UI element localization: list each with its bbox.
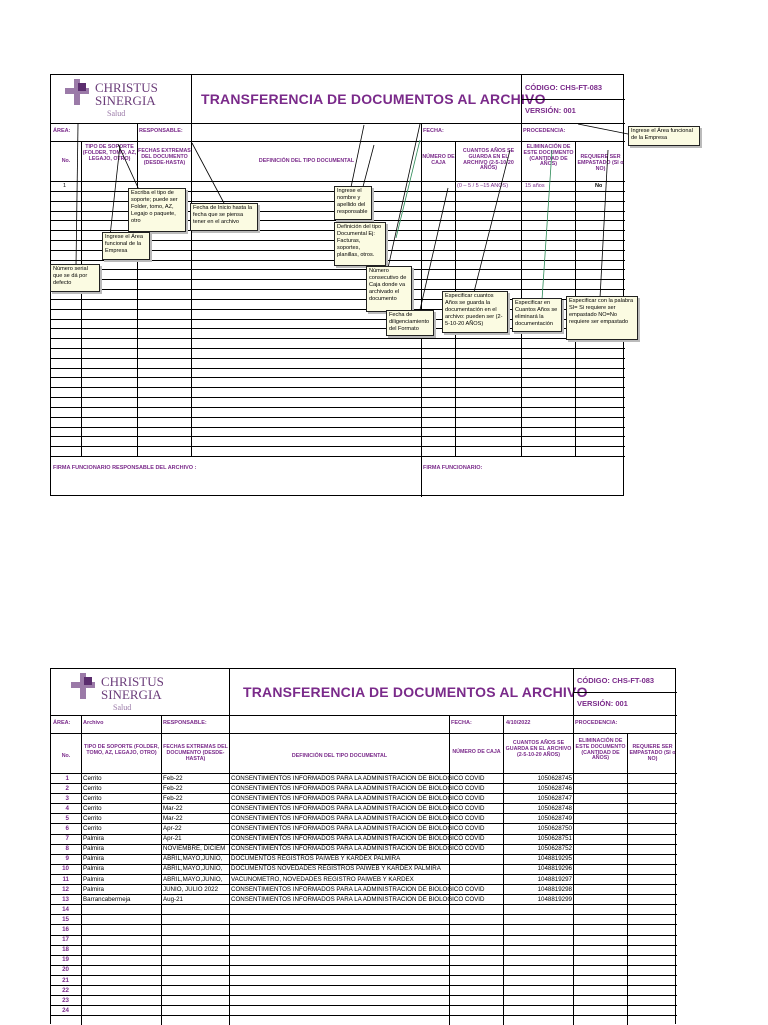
- cell-no: 5: [65, 814, 69, 822]
- cell-no: 15: [62, 915, 69, 923]
- cell-caja: 1048819297: [537, 875, 572, 883]
- table-row: [51, 864, 677, 874]
- table-row: [51, 773, 677, 783]
- note-responsable: Ingrese el nombre y apellido del responsable: [334, 186, 372, 220]
- cell-no: 21: [62, 976, 69, 984]
- cell-no: 10: [62, 865, 69, 873]
- cell-tipo: Palmira: [83, 865, 104, 873]
- cell-no: 17: [62, 936, 69, 944]
- form2-title: TRANSFERENCIA DE DOCUMENTOS AL ARCHIVO: [243, 684, 588, 700]
- firma-funcionario-label: FIRMA FUNCIONARIO:: [423, 465, 483, 471]
- table-row: [51, 783, 677, 793]
- cell-fechas: Mar-22: [163, 814, 183, 822]
- note-serial: Número serial que se dá por defecto: [50, 264, 100, 292]
- logo2-brand-line2: SINERGIA: [101, 687, 162, 702]
- cell-tipo: Cerrito: [83, 814, 102, 822]
- cell-fechas: ABRIL,MAYO,JUNIO,: [163, 875, 223, 883]
- cell-caja: 1050628745: [537, 774, 572, 782]
- example-eliminacion: 15 años: [525, 183, 545, 189]
- cell-no: 23: [62, 996, 69, 1004]
- table-row: [51, 874, 677, 884]
- cell-definicion: CONSENTIMIENTOS INFORMADOS PARA LA ADMINISTRACION DE BIOLOGICO COVID: [231, 845, 485, 853]
- logo-brand-line3: Salud: [107, 109, 126, 118]
- table-row: [51, 793, 677, 803]
- cell-tipo: Cerrito: [83, 804, 102, 812]
- table-row: [51, 935, 677, 945]
- cell-fechas: Feb-22: [163, 774, 183, 782]
- version2-label: VERSIÓN: 001: [577, 699, 628, 708]
- col-no-header: No.: [61, 158, 71, 164]
- cell-definicion: CONSENTIMIENTOS INFORMADOS PARA LA ADMINISTRACION DE BIOLOGICO COVID: [231, 784, 485, 792]
- cell-caja: 1050628750: [537, 825, 572, 832]
- col2-tipo-header: TIPO DE SOPORTE (FOLDER, TOMO, AZ, LEGAJO, OTRO): [83, 744, 160, 756]
- table-row: [51, 824, 677, 834]
- table-row: [51, 995, 677, 1005]
- procedencia-label: PROCEDENCIA:: [523, 128, 566, 134]
- note-caja: Número consecutivo de Caja donde va archivado el documento: [366, 266, 412, 312]
- table-row: [51, 844, 677, 854]
- table-row: [51, 813, 677, 823]
- cell-no: 13: [62, 895, 69, 903]
- table-row: [51, 884, 677, 894]
- note-anios: Especificar cuantos Años se guarda la documentación en el archivo: pueden ser (2-5-10-20 AÑOS): [442, 291, 508, 333]
- cell-caja: 1048819299: [537, 895, 572, 903]
- cell-fechas: NOVIEMBRE, DICIEM: [163, 845, 226, 853]
- cell-no: 7: [65, 835, 69, 843]
- cell-caja: 1050628747: [537, 794, 572, 802]
- example-empastado: No: [595, 183, 603, 189]
- cell-tipo: Palmira: [83, 875, 104, 883]
- cell-no: 8: [65, 845, 69, 853]
- cell-caja: 1050628749: [537, 814, 572, 822]
- table-row: [51, 945, 677, 955]
- cell-definicion: CONSENTIMIENTOS INFORMADOS PARA LA ADMINISTRACION DE BIOLOGICO COVID: [231, 804, 485, 812]
- cell-no: 4: [65, 804, 69, 812]
- col2-eliminacion-header: ELIMINACIÓN DE ESTE DOCUMENTO (CANTIDAD DE AÑOS): [575, 738, 626, 762]
- cell-no: 1: [65, 774, 69, 782]
- cell-tipo: Palmira: [83, 885, 104, 893]
- cell-no: 19: [62, 956, 69, 964]
- fecha-label: FECHA:: [423, 128, 444, 134]
- cross-logo-icon-2: [69, 671, 99, 701]
- col2-no-header: No.: [61, 753, 71, 759]
- note-empastado: Especificar con la palabra SI= Si requiere ser empastado NO=No requiere ser empastado: [566, 296, 638, 340]
- table-row: [51, 914, 677, 924]
- col2-anios-header: CUANTOS AÑOS SE GUARDA EN EL ARCHIVO (2-5-10-20 AÑOS): [505, 740, 572, 758]
- cell-fechas: Aug-21: [163, 895, 183, 903]
- cell-no: 9: [65, 855, 69, 863]
- cell-definicion: VACUNOMETRO, NOVEDADES REGISTRO PAIWEB Y KARDEX: [231, 875, 414, 883]
- fecha2-label: FECHA:: [451, 720, 472, 726]
- table-row: [51, 1005, 677, 1015]
- col-eliminacion-header: ELIMINACIÓN DE ESTE DOCUMENTO (CANTIDAD DE AÑOS): [523, 144, 574, 168]
- cell-caja: 1050628752: [537, 845, 572, 853]
- cell-no: 24: [62, 1006, 69, 1014]
- cell-no: 22: [62, 986, 69, 994]
- cell-caja: 1050628748: [537, 804, 572, 812]
- cell-tipo: Palmira: [83, 835, 104, 843]
- code2-label: CÓDIGO: CHS-FT-083: [577, 676, 655, 685]
- cell-tipo: Barrancabermeja: [83, 895, 131, 903]
- christus-logo-2: [69, 671, 189, 715]
- cell-caja: 1048819298: [537, 885, 572, 893]
- cell-no: 16: [62, 926, 69, 933]
- example-anios: (0 – 5 / 5 –15 AÑOS): [457, 183, 509, 189]
- table-row: [51, 854, 677, 864]
- col-definicion-header: DEFINICIÓN DEL TIPO DOCUMENTAL: [258, 158, 355, 164]
- code-label: CÓDIGO: CHS-FT-083: [525, 83, 603, 92]
- cell-no: 6: [65, 825, 69, 832]
- col-tipo-header: TIPO DE SOPORTE (FOLDER, TOMO, AZ, LEGAJO, OTRO): [82, 144, 137, 162]
- cell-caja: 1048819295: [537, 855, 572, 863]
- note-tipo: Escriba el tipo de soporte; puede ser Folder, tomo, AZ, Legajo o paquete, otro: [128, 188, 186, 232]
- col2-definicion-header: DEFINICIÓN DEL TIPO DOCUMENTAL: [291, 753, 388, 759]
- table-row: [51, 955, 677, 965]
- cell-fechas: Apr-22: [163, 825, 182, 832]
- cell-tipo: Cerrito: [83, 774, 102, 782]
- cell-fechas: Feb-22: [163, 784, 183, 792]
- cell-definicion: CONSENTIMIENTOS INFORMADOS PARA LA ADMINISTRACION DE BIOLOGICO COVID: [231, 774, 485, 782]
- example-row-no: 1: [63, 183, 67, 189]
- cell-no: 11: [62, 875, 69, 883]
- cell-no: 18: [62, 946, 69, 954]
- procedencia2-label: PROCEDENCIA:: [575, 720, 618, 726]
- cell-definicion: CONSENTIMIENTOS INFORMADOS PARA LA ADMINISTRACION DE BIOLOGICO COVID: [231, 825, 485, 832]
- table-row: [51, 925, 677, 935]
- cell-no: 14: [62, 905, 69, 913]
- cell-tipo: Cerrito: [83, 825, 102, 832]
- logo-brand-line2: SINERGIA: [95, 93, 156, 108]
- table-row: [51, 834, 677, 844]
- cell-tipo: Palmira: [83, 855, 104, 863]
- form-filled: [50, 668, 676, 1024]
- responsable2-label: RESPONSABLE:: [163, 720, 207, 726]
- cell-fechas: ABRIL,MAYO,JUNIO,: [163, 855, 223, 863]
- col-anios-header: CUANTOS AÑOS SE GUARDA EN EL ARCHIVO (2-5-10-20 AÑOS): [462, 148, 515, 172]
- cell-tipo: Cerrito: [83, 784, 102, 792]
- cell-definicion: DOCUMENTOS NOVEDADES REGISTROS PAIWEB Y KARDEX PALMIRA: [231, 865, 441, 873]
- cell-no: 12: [62, 885, 69, 893]
- cell-fechas: JUNIO, JULIO 2022: [163, 885, 219, 893]
- cell-caja: 1048819296: [537, 865, 572, 873]
- cell-definicion: CONSENTIMIENTOS INFORMADOS PARA LA ADMINISTRACION DE BIOLOGICO COVID: [231, 895, 485, 903]
- col-fechas-header: FECHAS EXTREMAS DEL DOCUMENTO (DESDE-HASTA): [138, 148, 191, 166]
- logo2-brand-line3: Salud: [113, 703, 132, 712]
- col2-empastado-header: REQUIERE SER EMPASTADO (SI o NO): [629, 744, 676, 762]
- col-caja-header: NÚMERO DE CAJA: [422, 154, 455, 166]
- col-empastado-header: REQUIERE SER EMPASTADO (SI o NO): [577, 154, 624, 172]
- cell-definicion: CONSENTIMIENTOS INFORMADOS PARA LA ADMINISTRACION DE BIOLOGICO COVID: [231, 885, 485, 893]
- fecha2-value: 4/10/2022: [506, 720, 531, 726]
- cell-definicion: CONSENTIMIENTOS INFORMADOS PARA LA ADMINISTRACION DE BIOLOGICO COVID: [231, 835, 485, 843]
- logo2-brand-line1: CHRISTUS: [101, 674, 164, 689]
- area-label: ÁREA:: [53, 128, 71, 134]
- logo-brand-line1: CHRISTUS: [95, 80, 158, 95]
- table-row: [51, 803, 677, 813]
- cell-tipo: Cerrito: [83, 794, 102, 802]
- note-eliminacion: Especificar en Cuantos Años se eliminará la documentación: [512, 298, 562, 332]
- cell-fechas: Feb-22: [163, 794, 183, 802]
- firma-responsable-label: FIRMA FUNCIONARIO RESPONSABLE DEL ARCHIVO :: [53, 465, 197, 471]
- cell-definicion: DOCUMENTOS REGISTROS PAIWEB Y KARDEX PALMIRA: [231, 855, 401, 863]
- cell-definicion: CONSENTIMIENTOS INFORMADOS PARA LA ADMINISTRACION DE BIOLOGICO COVID: [231, 794, 485, 802]
- area2-value: Archivo: [83, 720, 104, 726]
- note-definicion: Definición del tipo Documental Ej: Facturas, soportes, planillas, otros.: [334, 222, 386, 266]
- table-row: [51, 904, 677, 914]
- note-fecha-inicio: Fecha de Inicio hasta la fecha que se piensa tener en el archivo: [190, 203, 258, 231]
- note-area-funcional: Ingrese el Área funcional de la Empresa: [102, 232, 150, 260]
- responsable-label: RESPONSABLE:: [139, 128, 183, 134]
- form-title: TRANSFERENCIA DE DOCUMENTOS AL ARCHIVO: [201, 91, 546, 107]
- table-row: [51, 894, 677, 904]
- cell-definicion: CONSENTIMIENTOS INFORMADOS PARA LA ADMINISTRACION DE BIOLOGICO COVID: [231, 814, 485, 822]
- table-row: [51, 985, 677, 995]
- area2-label: ÁREA:: [53, 720, 71, 726]
- table-row: [51, 975, 677, 985]
- table-row: [51, 965, 677, 975]
- cell-caja: 1050628751: [537, 835, 572, 843]
- note-area: Ingrese el Área funcional de la Empresa: [628, 126, 700, 146]
- cell-no: 2: [65, 784, 69, 792]
- cell-caja: 1050628746: [537, 784, 572, 792]
- col2-caja-header: NÚMERO DE CAJA: [452, 749, 501, 755]
- cell-fechas: Mar-22: [163, 804, 183, 812]
- cell-no: 3: [65, 794, 69, 802]
- cell-no: 20: [62, 966, 69, 974]
- cell-fechas: Apr-21: [163, 835, 182, 843]
- version-label: VERSIÓN: 001: [525, 106, 576, 115]
- col2-fechas-header: FECHAS EXTREMAS DEL DOCUMENTO (DESDE-HASTA): [163, 744, 228, 762]
- cell-fechas: ABRIL,MAYO,JUNIO,: [163, 865, 223, 873]
- note-fecha-dilig: Fecha de diligenciamiento del Formato: [386, 310, 434, 336]
- cell-tipo: Palmira: [83, 845, 104, 853]
